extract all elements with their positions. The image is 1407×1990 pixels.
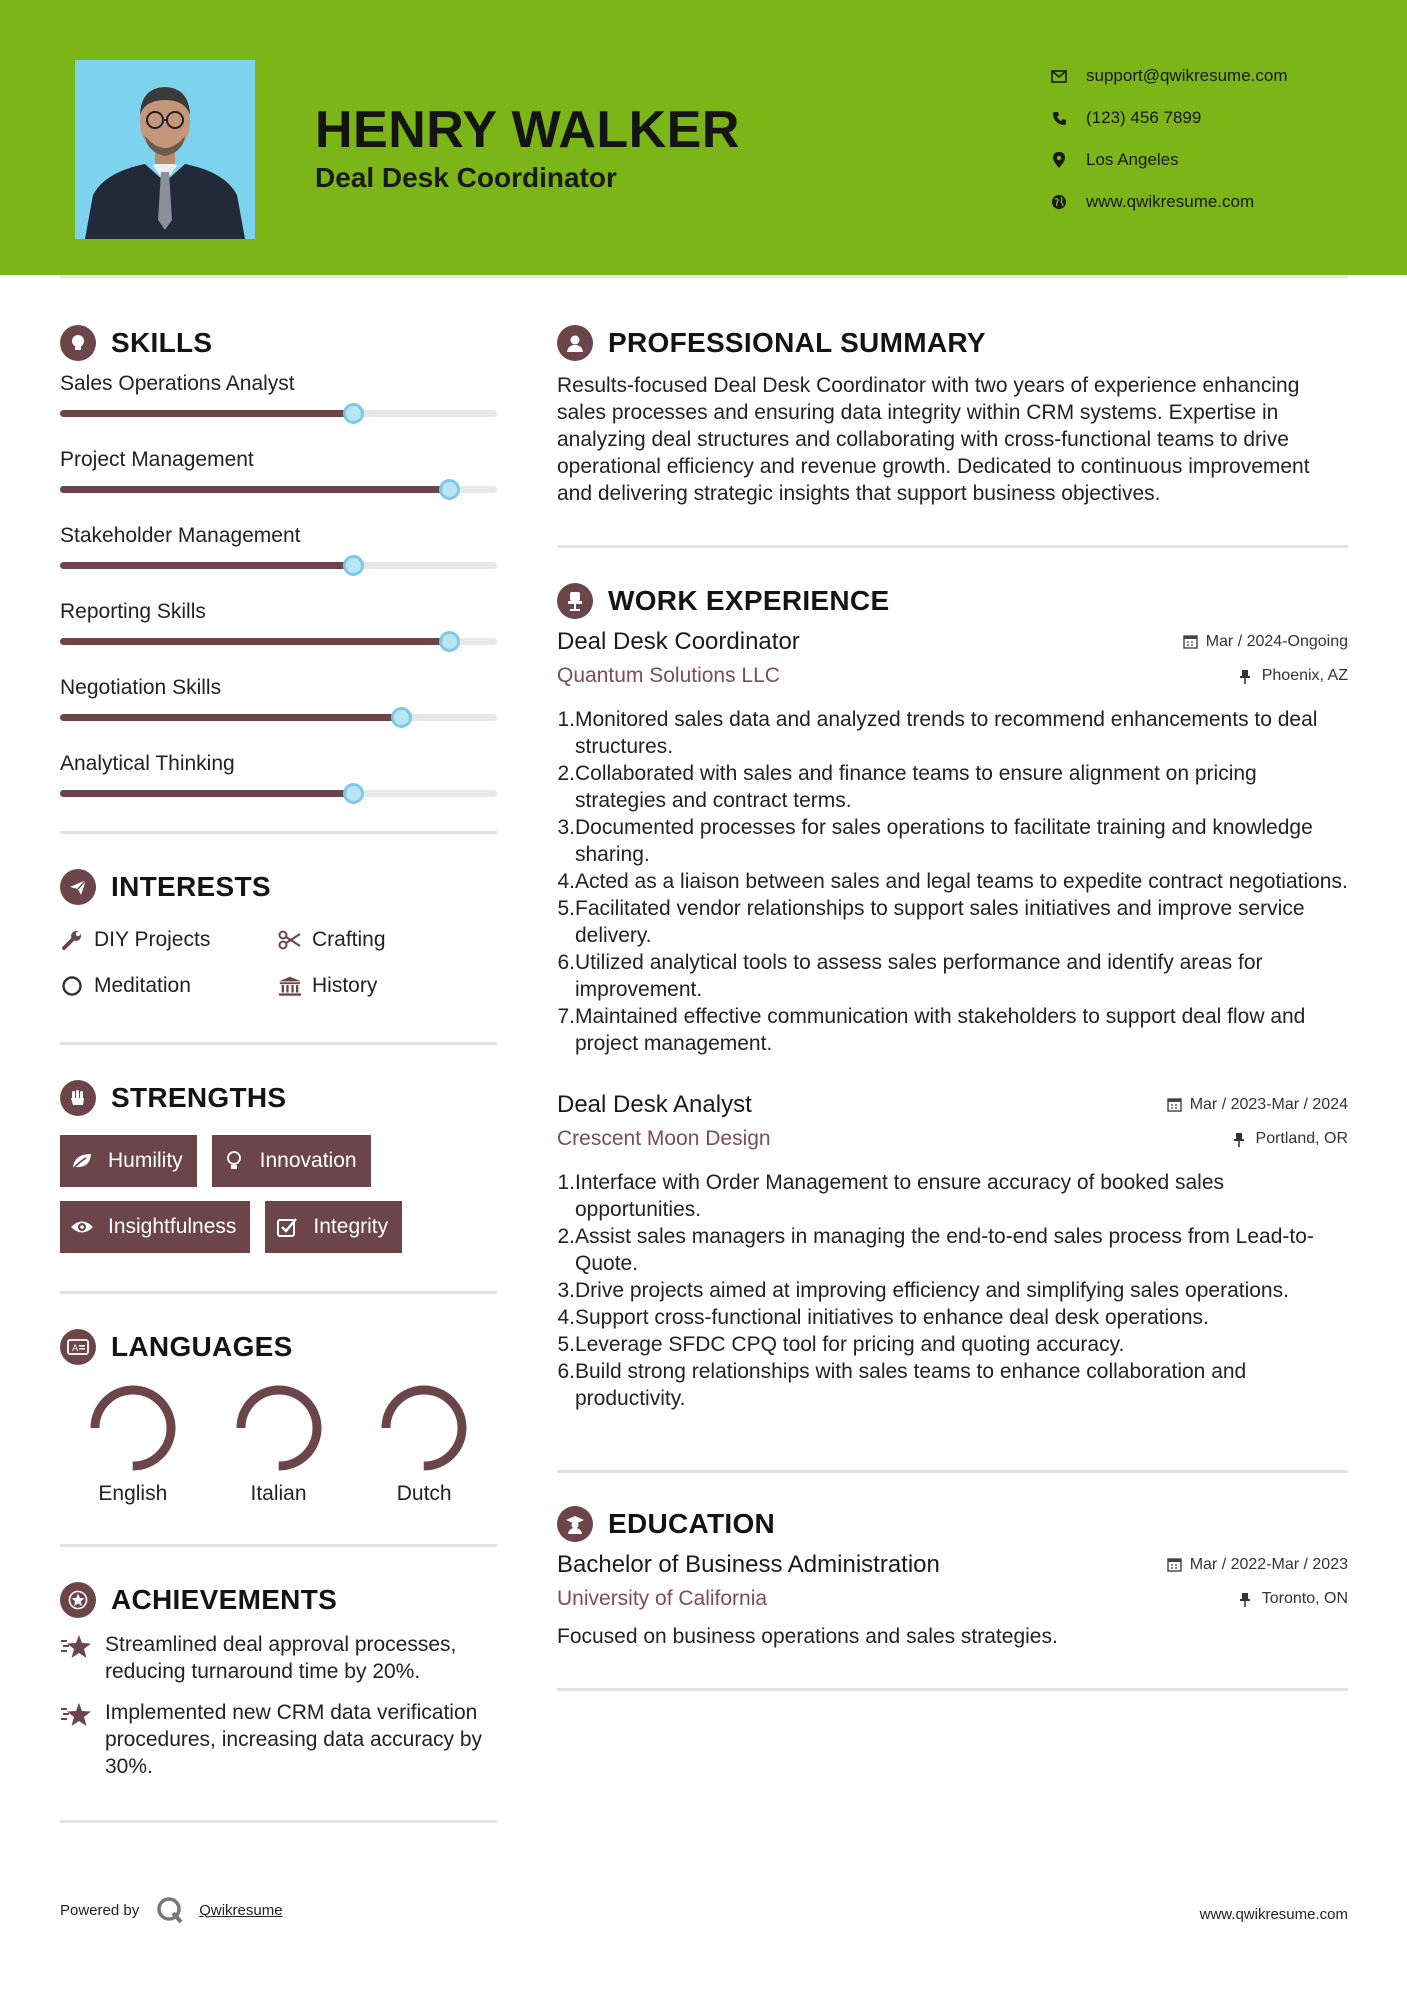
bullet-number: 6. [557, 951, 575, 974]
bullet-number: 5. [557, 897, 575, 920]
skill-level-fill [60, 790, 353, 797]
language-proficiency-ring [85, 1380, 181, 1476]
education-dates [1167, 1556, 1348, 1574]
contact-phone-text: (123) 456 7899 [1086, 108, 1202, 127]
experience-heading [557, 578, 1348, 624]
language-name: Italian [250, 1482, 307, 1505]
section-divider [60, 1291, 497, 1294]
bullet-text: Drive projects aimed at improving efficiency and simplifying sales operations. [575, 1279, 1289, 1302]
wrench-icon [60, 928, 84, 952]
paper-plane-icon [60, 869, 96, 905]
language-proficiency-arc [95, 1390, 171, 1466]
language-name: Dutch [396, 1482, 452, 1505]
skill-level-fill [60, 714, 401, 721]
language-proficiency-ring [376, 1380, 472, 1476]
skills-list [60, 370, 497, 826]
job-sub [557, 664, 1348, 688]
summary-title: PROFESSIONAL SUMMARY [608, 327, 986, 358]
skill-level-bar [60, 562, 497, 569]
bullet-number: 1. [557, 1171, 575, 1194]
job-entry [557, 1091, 1348, 1412]
job-bullet [557, 1277, 1348, 1304]
summary-text: Results-focused Deal Desk Coordinator with two years of experience enhancing sales processes and ensuring data integrity within CRM systems. Expertise in analyzing deal structures and collaborating with cross-functional teams to drive operational efficiency and revenue growth. Dedicated to continuous improvement and delivering strategic insights that support business objectives. [557, 374, 1310, 505]
achievement-item [60, 1699, 497, 1780]
interest-item [60, 924, 278, 956]
contact-location-text: Los Angeles [1086, 150, 1179, 169]
skill-level-fill [60, 562, 353, 569]
pushpin-icon [1233, 1131, 1249, 1147]
interest-label: Crafting [312, 928, 386, 951]
contact-email-text: support@qwikresume.com [1086, 66, 1288, 85]
right-column [557, 320, 1348, 1691]
languages-list [60, 1380, 497, 1506]
scissors-icon [278, 928, 302, 952]
job-bullets [557, 706, 1348, 1057]
qwikresume-link[interactable]: Qwikresume [199, 1901, 283, 1919]
strengths-title: STRENGTHS [111, 1082, 287, 1113]
section-divider [60, 1544, 497, 1547]
strength-badge [60, 1135, 197, 1187]
job-role: Deal Desk Coordinator [557, 628, 800, 655]
education-heading [557, 1501, 1348, 1547]
powered-by-text: Powered by [60, 1901, 140, 1919]
chair-icon [557, 583, 593, 619]
company-name: Crescent Moon Design [557, 1127, 771, 1150]
header-divider [60, 275, 1348, 278]
job-bullet [557, 814, 1348, 868]
language-item [206, 1380, 352, 1506]
skill-level-knob [439, 479, 460, 500]
skill-name: Negotiation Skills [60, 676, 222, 699]
star-icon [60, 1631, 94, 1663]
strength-badge [265, 1201, 402, 1253]
bullet-text: Maintained effective communication with stakeholders to support deal flow and project management. [575, 1005, 1306, 1055]
contact-info [1050, 55, 1288, 223]
language-proficiency-arc [241, 1390, 317, 1466]
bullet-number: 3. [557, 816, 575, 839]
achievement-text: Implemented new CRM data verification procedures, increasing data accuracy by 30%. [105, 1701, 483, 1778]
bullet-text: Monitored sales data and analyzed trends to recommend enhancements to deal structures. [575, 708, 1318, 758]
pushpin-icon [1239, 668, 1255, 684]
job-bullet [557, 1003, 1348, 1057]
map-pin-icon [1050, 151, 1068, 169]
leaf-icon [70, 1149, 94, 1173]
education-head [557, 1551, 1348, 1579]
contact-location [1050, 139, 1288, 181]
job-bullet [557, 706, 1348, 760]
languages-heading [60, 1324, 497, 1370]
achievements-title: ACHIEVEMENTS [111, 1584, 338, 1615]
section-divider [557, 545, 1348, 548]
bullet-number: 4. [557, 870, 575, 893]
strength-label: Innovation [259, 1149, 357, 1172]
education-title: EDUCATION [608, 1508, 776, 1539]
strength-label: Humility [108, 1149, 183, 1172]
skill-level-fill [60, 410, 353, 417]
bullet-text: Documented processes for sales operations to facilitate training and knowledge sharing. [575, 816, 1313, 866]
job-bullet [557, 1223, 1348, 1277]
bullet-text: Assist sales managers in managing the end-to-end sales process from Lead-to-Quote. [575, 1225, 1314, 1275]
strengths-heading [60, 1075, 497, 1121]
achievements-heading [60, 1577, 497, 1623]
bullet-text: Build strong relationships with sales teams to enhance collaboration and productivity. [575, 1360, 1247, 1410]
achievement-text: Streamlined deal approval processes, reducing turnaround time by 20%. [105, 1633, 457, 1683]
section-divider [557, 1470, 1348, 1473]
left-column [60, 320, 497, 1823]
svg-text:A: A [72, 1344, 79, 1354]
contact-email[interactable] [1050, 55, 1288, 97]
interests-list [60, 924, 497, 1002]
jobs-list [557, 628, 1348, 1412]
interest-label: Meditation [94, 974, 191, 997]
interest-item [278, 924, 496, 956]
language-proficiency-arc [386, 1390, 462, 1466]
skill-level-bar [60, 486, 497, 493]
job-bullets [557, 1169, 1348, 1412]
graduate-icon [557, 1506, 593, 1542]
calendar-icon [1167, 1557, 1183, 1573]
skill-level-knob [391, 707, 412, 728]
section-divider [557, 1688, 1348, 1691]
bullet-text: Utilized analytical tools to assess sales performance and identify areas for improvement. [575, 951, 1263, 1001]
footer-branding [60, 1895, 283, 1925]
skill-name: Reporting Skills [60, 600, 206, 623]
globe-icon [1050, 193, 1068, 211]
skill-level-knob [343, 783, 364, 804]
strengths-list [60, 1135, 497, 1253]
bullet-text: Leverage SFDC CPQ tool for pricing and quoting accuracy. [575, 1333, 1125, 1356]
resume-header [0, 0, 1407, 275]
education-dates-text: Mar / 2022-Mar / 2023 [1189, 1555, 1348, 1573]
skill-level-fill [60, 486, 449, 493]
summary-heading [557, 320, 1348, 366]
job-bullet [557, 1331, 1348, 1358]
job-bullet [557, 1169, 1348, 1223]
interest-item [60, 970, 278, 1002]
footer-website[interactable]: www.qwikresume.com [1199, 1906, 1348, 1923]
job-bullet [557, 1304, 1348, 1331]
skill-level-bar [60, 790, 497, 797]
eye-icon [70, 1215, 94, 1239]
job-dates [1183, 633, 1348, 651]
institution-icon [278, 974, 302, 998]
skill-item [60, 750, 497, 826]
interests-title: INTERESTS [111, 871, 271, 902]
skill-name: Sales Operations Analyst [60, 372, 295, 395]
job-location [1233, 1130, 1348, 1148]
bullet-text: Facilitated vendor relationships to support sales initiatives and improve service delivery. [575, 897, 1305, 947]
candidate-name: HENRY WALKER [315, 101, 740, 159]
lightbulb-icon [222, 1149, 246, 1173]
skill-name: Stakeholder Management [60, 524, 301, 547]
skill-level-knob [439, 631, 460, 652]
skill-level-bar [60, 410, 497, 417]
interest-label: DIY Projects [94, 928, 211, 951]
profile-photo [75, 60, 255, 239]
skill-item [60, 446, 497, 522]
envelope-icon [1050, 67, 1068, 85]
job-entry [557, 628, 1348, 1057]
job-bullet [557, 1358, 1348, 1412]
phone-icon [1050, 109, 1068, 127]
interest-item [278, 970, 496, 1002]
skill-item [60, 522, 497, 598]
education-description: Focused on business operations and sales strategies. [557, 1625, 1058, 1648]
skill-item [60, 598, 497, 674]
section-divider [60, 831, 497, 834]
bullet-number: 7. [557, 1005, 575, 1028]
job-bullet [557, 868, 1348, 895]
company-name: Quantum Solutions LLC [557, 664, 780, 687]
job-dates-text: Mar / 2024-Ongoing [1205, 632, 1348, 650]
bullet-text: Interface with Order Management to ensure accuracy of booked sales opportunities. [575, 1171, 1225, 1221]
strength-label: Insightfulness [108, 1215, 237, 1238]
language-item [60, 1380, 206, 1506]
calendar-icon [1167, 1097, 1183, 1113]
skill-item [60, 370, 497, 446]
calendar-icon [1183, 634, 1199, 650]
skill-level-fill [60, 638, 449, 645]
bullet-text: Collaborated with sales and finance teams to ensure alignment on pricing strategies and contract terms. [575, 762, 1257, 812]
language-proficiency-ring [231, 1380, 327, 1476]
section-divider [60, 1820, 497, 1823]
skills-heading [60, 320, 497, 366]
lightbulb-icon [60, 325, 96, 361]
job-dates-text: Mar / 2023-Mar / 2024 [1189, 1095, 1348, 1113]
bullet-number: 2. [557, 762, 575, 785]
achievement-item [60, 1631, 497, 1685]
strength-badge [212, 1135, 371, 1187]
job-sub [557, 1127, 1348, 1151]
degree: Bachelor of Business Administration [557, 1551, 940, 1578]
contact-website-text: www.qwikresume.com [1086, 192, 1255, 211]
education-location [1239, 1590, 1348, 1608]
fist-icon [60, 1080, 96, 1116]
star-badge-icon [60, 1582, 96, 1618]
star-icon [60, 1699, 94, 1731]
school: University of California [557, 1587, 768, 1610]
skill-level-knob [343, 403, 364, 424]
skills-title: SKILLS [111, 327, 213, 358]
language-name: English [98, 1482, 168, 1505]
contact-website[interactable] [1050, 181, 1288, 223]
interests-heading [60, 864, 497, 910]
skill-name: Project Management [60, 448, 254, 471]
candidate-title: Deal Desk Coordinator [315, 162, 617, 193]
checkbox-icon [275, 1215, 299, 1239]
language-icon [60, 1329, 96, 1365]
education-location-text: Toronto, ON [1261, 1590, 1348, 1607]
circle-icon [60, 974, 84, 998]
bullet-number: 6. [557, 1360, 575, 1383]
bullet-number: 5. [557, 1333, 575, 1356]
job-location-text: Phoenix, AZ [1261, 667, 1348, 684]
job-location-text: Portland, OR [1255, 1130, 1348, 1147]
job-head [557, 628, 1348, 656]
skill-level-bar [60, 638, 497, 645]
job-role: Deal Desk Analyst [557, 1091, 752, 1118]
interest-label: History [312, 974, 378, 997]
user-icon [557, 325, 593, 361]
skill-level-bar [60, 714, 497, 721]
skill-level-knob [343, 555, 364, 576]
job-head [557, 1091, 1348, 1119]
job-bullet [557, 949, 1348, 1003]
education-sub [557, 1587, 1348, 1611]
skill-item [60, 674, 497, 750]
languages-title: LANGUAGES [111, 1331, 293, 1362]
contact-phone[interactable] [1050, 97, 1288, 139]
bullet-number: 1. [557, 708, 575, 731]
strength-badge [60, 1201, 250, 1253]
qwikresume-logo-icon [155, 1895, 185, 1925]
job-location [1239, 667, 1348, 685]
bullet-number: 2. [557, 1225, 575, 1248]
section-divider [60, 1042, 497, 1045]
bullet-text: Acted as a liaison between sales and legal teams to expedite contract negotiations. [575, 870, 1348, 893]
job-dates [1167, 1096, 1348, 1114]
bullet-text: Support cross-functional initiatives to enhance deal desk operations. [575, 1306, 1209, 1329]
language-item [351, 1380, 497, 1506]
bullet-number: 4. [557, 1306, 575, 1329]
experience-title: WORK EXPERIENCE [608, 585, 890, 616]
job-bullet [557, 895, 1348, 949]
bullet-number: 3. [557, 1279, 575, 1302]
strength-label: Integrity [313, 1215, 389, 1238]
job-bullet [557, 760, 1348, 814]
skill-name: Analytical Thinking [60, 752, 235, 775]
pushpin-icon [1239, 1591, 1255, 1607]
